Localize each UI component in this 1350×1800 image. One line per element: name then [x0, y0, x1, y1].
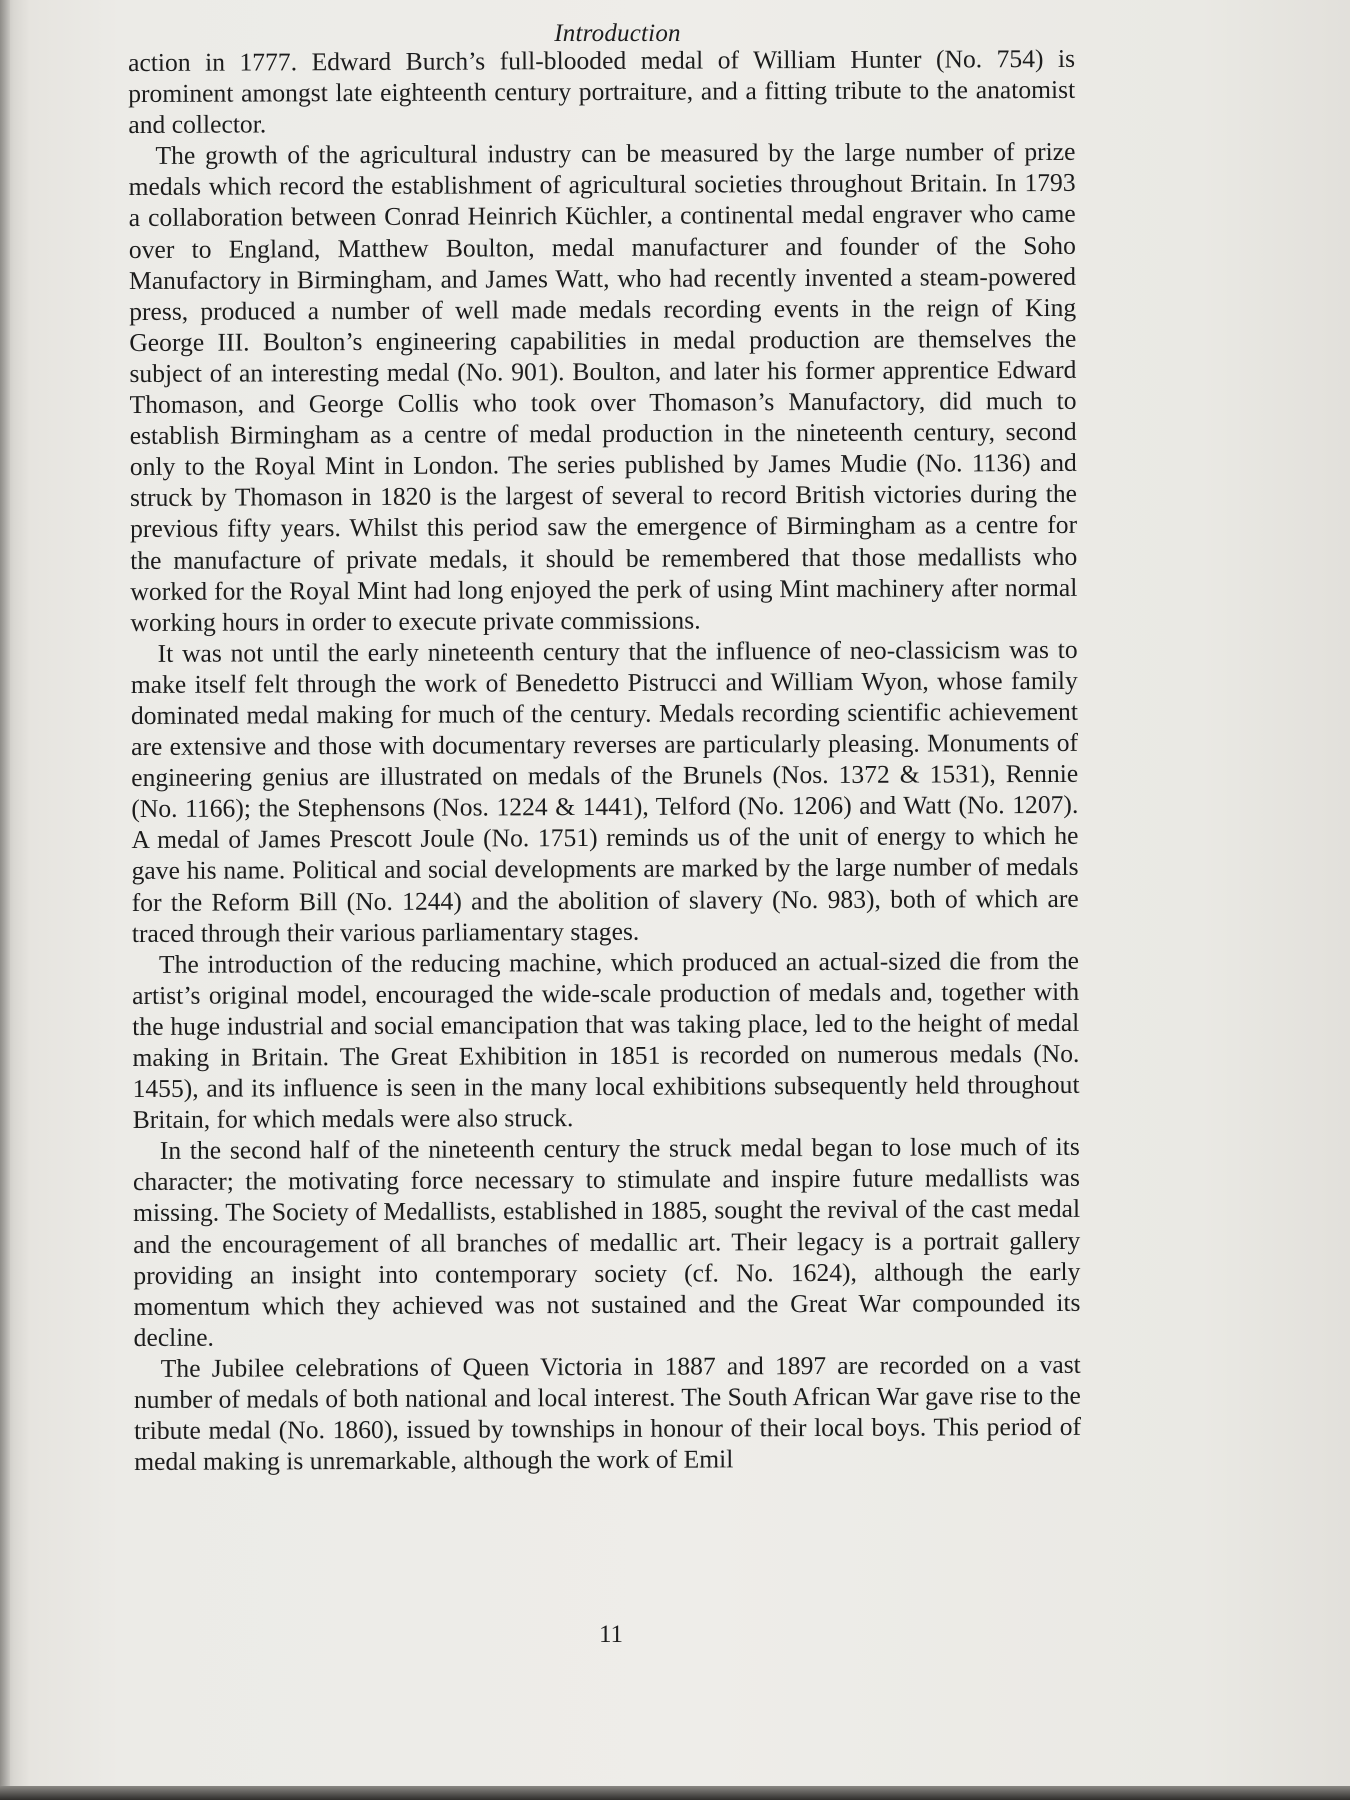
paragraph-continued: action in 1777. Edward Burch’s full-blooded medal of William Hunter (No. 754) is prominent amongst late eighteenth century portraiture, and a fitting tribute to the anatomist and collector. [128, 43, 1076, 140]
body-text [128, 43, 1081, 1477]
paragraph: The introduction of the reducing machine, which produced an actual-sized die from the artist’s original model, encouraged the wide-scale production of medals and, together with the huge industrial and social emancipation that was taking place, led to the height of medal making in Britain. The Great Exhibition in 1851 is recorded on numerous medals (No. 1455), and its influence is seen in the many local exhibitions subsequently held throughout Britain, for which medals were also struck. [132, 945, 1080, 1135]
running-head: Introduction [554, 20, 681, 47]
page-bottom-edge [0, 1786, 1350, 1800]
paragraph: The growth of the agricultural industry can be measured by the large number of prize medals which record the establishment of agricultural societies throughout Britain. In 1793 a collaboration between Conrad Heinrich Küchler, a continental medal engraver who came over to England, Matthew Boulton, medal manufacturer and founder of the Soho Manufactory in Birmingham, and James Watt, who had recently invented a steam-powered press, produced a number of well made medals recording events in the reign of King George III. Boulton’s engineering capabilities in medal production are themselves the subject of an interesting medal (No. 901). Boulton, and later his former apprentice Edward Thomason, and George Collis who took over Thomason’s Manufactory, did much to establish Birmingham as a centre of medal production in the nineteenth century, second only to the Royal Mint in London. The series published by James Mudie (No. 1136) and struck by Thomason in 1820 is the largest of several to record British victories during the previous fifty years. Whilst this period saw the emergence of Birmingham as a centre for the manufacture of private medals, it should be remembered that those medallists who worked for the Royal Mint had long enjoyed the perk of using Mint machinery after normal working hours in order to execute private commissions. [128, 137, 1078, 637]
paragraph: It was not until the early nineteenth century that the influence of neo-classicism was to make itself felt through the work of Benedetto Pistrucci and William Wyon, whose family dominated medal making for much of the century. Medals recording scientific achievement are extensive and those with documentary reverses are particularly pleasing. Monuments of engineering genius are illustrated on medals of the Brunels (Nos. 1372 & 1531), Rennie (No. 1166); the Stephensons (Nos. 1224 & 1441), Telford (No. 1206) and Watt (No. 1207). A medal of James Prescott Joule (No. 1751) reminds us of the unit of energy to which he gave his name. Political and social developments are marked by the large number of medals for the Reform Bill (No. 1244) and the abolition of slavery (No. 983), both of which are traced through their various parliamentary stages. [130, 634, 1079, 948]
paragraph: In the second half of the nineteenth century the struck medal began to lose much of its character; the motivating force necessary to stimulate and inspire future medallists was missing. The Society of Medallists, established in 1885, sought the revival of the cast medal and the encouragement of all branches of medallic art. Their legacy is a portrait gallery providing an insight into contemporary society (cf. No. 1624), although the early momentum which they achieved was not sustained and the Great War compounded its decline. [132, 1132, 1081, 1352]
paragraph: The Jubilee celebrations of Queen Victoria in 1887 and 1897 are recorded on a vast number of medals of both national and local interest. The South African War gave rise to the tribute medal (No. 1860), issued by townships in honour of their local boys. This period of medal making is unremarkable, although the work of Emil [133, 1349, 1082, 1477]
page-number: 11 [598, 1621, 624, 1648]
book-spine-shadow [0, 0, 10, 1790]
